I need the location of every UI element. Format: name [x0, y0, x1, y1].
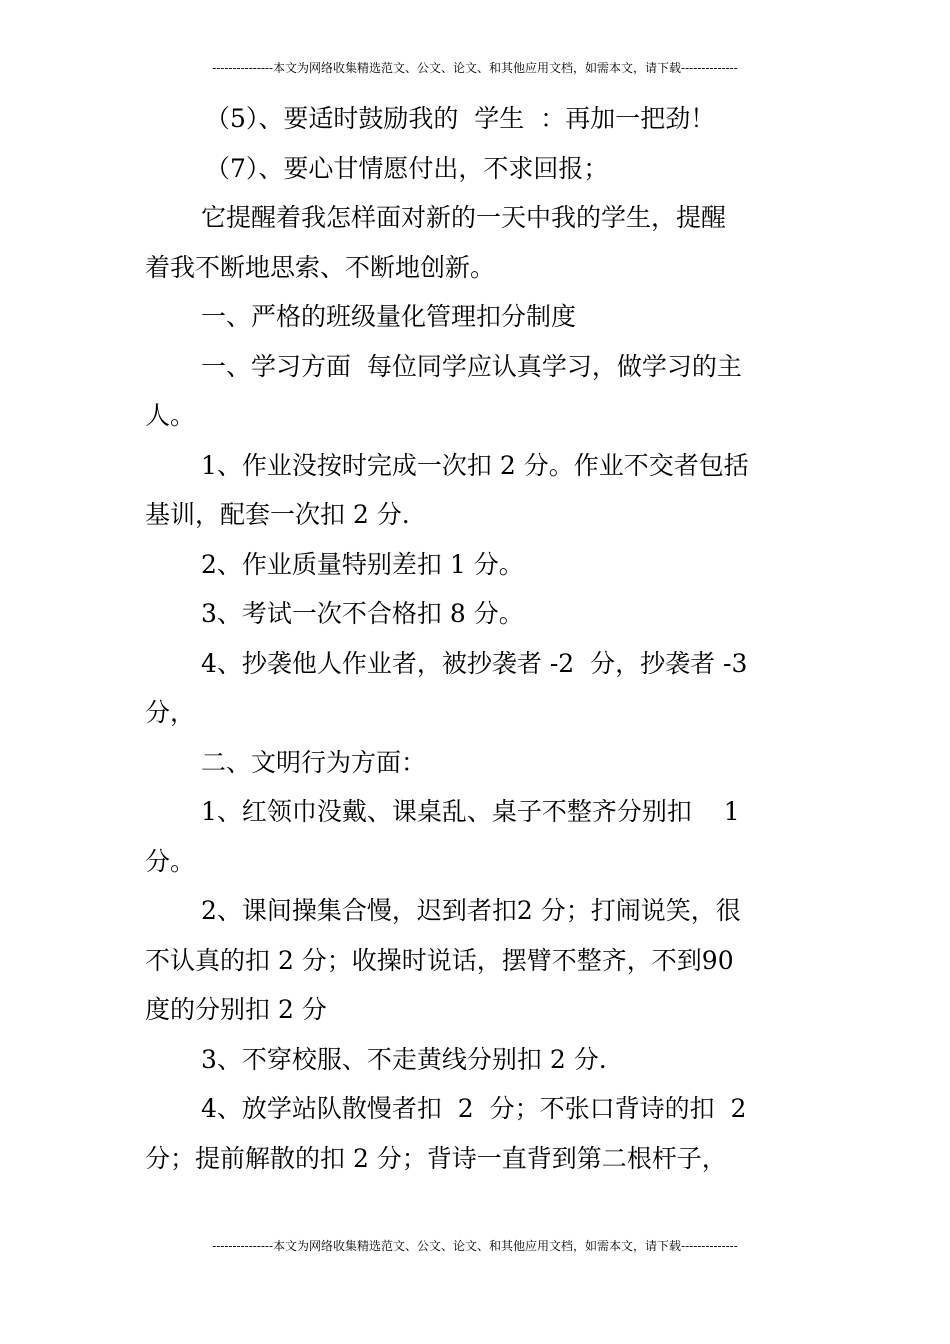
footer-banner: ---------------本文为网络收集精选范文、公文、论文、和其他应用文档，如需本文，请下载-------------- — [212, 1239, 738, 1253]
section-heading-civil-behavior: 二、文明行为方面： — [201, 747, 427, 777]
rule-item-2: 2、作业质量特别差扣 1 分。 — [201, 549, 524, 579]
text-line-22: 分；提前解散的扣 2 分；背诗一直背到第二根杆子， — [145, 1143, 727, 1173]
text-line-19: 度的分别扣 2 分 — [145, 995, 327, 1024]
text-line-18: 不认真的扣 2 分；收操时说话，摆臂不整齐，不到90 — [145, 945, 734, 975]
header-banner: ---------------本文为网络收集精选范文、公文、论文、和其他应用文档，如需本文，请下载-------------- — [212, 61, 738, 75]
document-body — [145, 94, 813, 1183]
text-line-16: 分。 — [145, 846, 196, 876]
text-line-9: 基训，配套一次扣 2 分. — [145, 500, 410, 529]
text-line-13: 分， — [145, 698, 196, 727]
behavior-item-2: 2、课间操集合慢，迟到者扣2 分；打闹说笑，很 — [201, 896, 741, 925]
behavior-item-4: 4、放学站队散慢者扣 2 分；不张口背诗的扣 2 — [201, 1094, 747, 1123]
text-line-4: 着我不断地思索、不断地创新。 — [145, 252, 496, 282]
rule-item-4: 4、抄袭他人作业者，被抄袭者 -2 分，抄袭者 -3 — [201, 648, 748, 678]
section-heading-study: 一、学习方面 每位同学应认真学习，做学习的主 — [201, 351, 742, 381]
behavior-item-3: 3、不穿校服、不走黄线分别扣 2 分. — [201, 1044, 607, 1074]
text-line-7: 人。 — [145, 401, 196, 430]
section-heading-deduction-rules: 一、严格的班级量化管理扣分制度 — [201, 302, 577, 331]
rule-item-1: 1、作业没按时完成一次扣 2 分。作业不交者包括 — [201, 450, 749, 480]
text-line-3: 它提醒着我怎样面对新的一天中我的学生，提醒 — [201, 203, 727, 232]
text-line-2: （7）、要心甘情愿付出，不求回报； — [205, 153, 609, 183]
rule-item-3: 3、考试一次不合格扣 8 分。 — [201, 599, 524, 628]
behavior-item-1: 1、红领巾没戴、课桌乱、桌子不整齐分别扣 1 — [201, 797, 740, 826]
text-line-1: （5）、要适时鼓励我的 学生 ：再加一把劲！ — [205, 104, 716, 133]
